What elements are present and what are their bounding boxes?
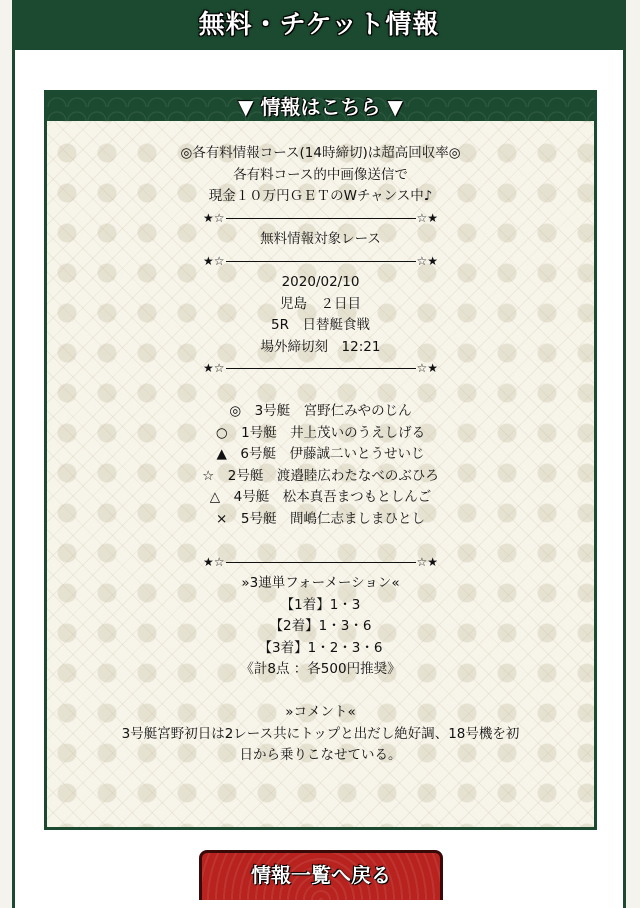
divider-left: ★☆ xyxy=(202,253,225,268)
back-to-list-label: 情報一覧へ戻る xyxy=(251,863,391,887)
star-divider xyxy=(47,358,594,380)
divider-right: ☆★ xyxy=(416,554,439,569)
star-divider xyxy=(47,251,594,273)
panel-header xyxy=(47,93,594,121)
prediction-item: × 5号艇 間嶋仁志ましまひとし xyxy=(216,510,425,527)
spacer xyxy=(47,380,594,402)
divider-left: ★☆ xyxy=(202,361,225,375)
formation-total: 《計8点 ：各500円推奨》 xyxy=(240,661,401,677)
prediction-item: ○ 1号艇 井上茂いのうえしげる xyxy=(215,424,426,441)
race-venue-day: 児島 ２日目 xyxy=(280,295,361,312)
comment-heading: »コメント« xyxy=(285,704,356,720)
comment-line: 日から乗りこなせている。 xyxy=(239,747,402,763)
page-header xyxy=(12,0,626,50)
prediction-item: ☆ 2号艇 渡邉睦広わたなべのぶひろ xyxy=(202,467,439,484)
divider-rule xyxy=(226,261,416,262)
prediction-item: ◎ 3号艇 宮野仁みやのじん xyxy=(229,403,412,419)
formation-first: 【1着】1・3 xyxy=(280,596,361,613)
divider-rule xyxy=(226,562,416,563)
info-content xyxy=(47,143,594,767)
divider-right: ☆★ xyxy=(416,210,439,225)
page-title: 無料・チケット情報 xyxy=(198,10,440,40)
formation-third: 【3着】1・2・3・6 xyxy=(258,639,383,656)
back-to-list-button[interactable] xyxy=(199,850,443,900)
race-name: 5R 日替艇食戦 xyxy=(271,317,370,333)
divider-rule xyxy=(226,218,416,219)
race-close-time: 場外締切刻 12:21 xyxy=(260,338,381,355)
panel-title: ▼ 情報はこちら ▼ xyxy=(238,95,403,119)
star-divider xyxy=(47,208,594,230)
divider-rule xyxy=(226,368,416,369)
divider-left: ★☆ xyxy=(202,210,225,225)
prediction-item: ▲ 6号艇 伊藤誠二いとうせいじ xyxy=(216,446,425,462)
race-date: 2020/02/10 xyxy=(281,274,360,290)
divider-left: ★☆ xyxy=(202,554,225,569)
star-divider xyxy=(47,552,594,574)
section-label: 無料情報対象レース xyxy=(260,231,381,247)
formation-heading: »3連単フォーメーション« xyxy=(241,575,400,591)
divider-right: ☆★ xyxy=(416,361,439,375)
prediction-item: △ 4号艇 松本真吾まつもとしんご xyxy=(209,489,432,505)
intro-line: ◎各有料情報コース(14時締切)は超高回収率◎ xyxy=(180,145,461,161)
intro-line: 各有料コース的中画像送信で xyxy=(233,166,408,183)
spacer xyxy=(47,681,594,703)
comment-line: 3号艇宮野初日は2レース共にトップと出だし絶好調、18号機を初 xyxy=(121,725,520,742)
intro-line: 現金１０万円ＧＥＴのWチャンス中♪ xyxy=(208,188,433,204)
spacer xyxy=(47,530,594,552)
divider-right: ☆★ xyxy=(416,253,439,268)
formation-second: 【2着】1・3・6 xyxy=(269,618,372,634)
info-panel xyxy=(44,90,597,830)
